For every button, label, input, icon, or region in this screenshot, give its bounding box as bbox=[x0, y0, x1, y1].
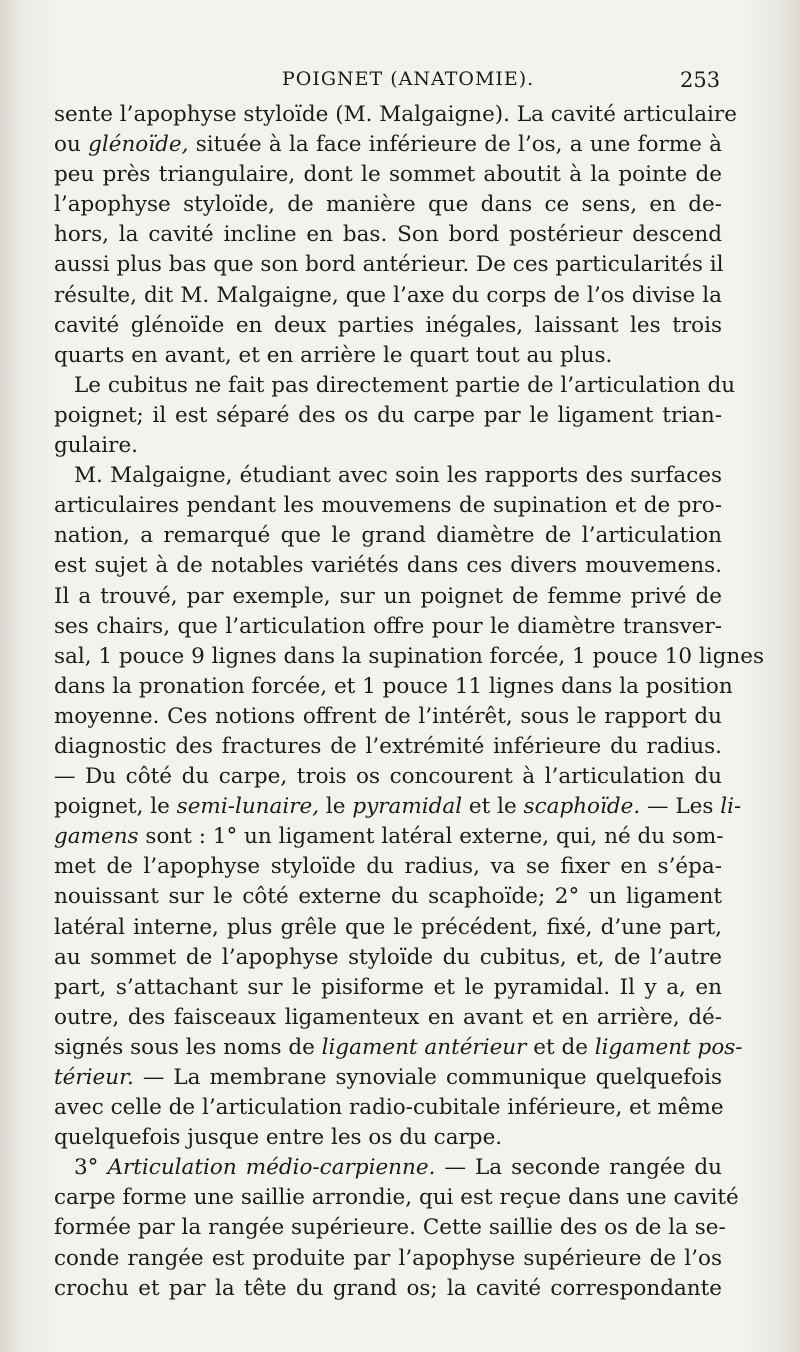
text-line bbox=[54, 762, 722, 792]
text-segment: le bbox=[319, 794, 353, 820]
text-segment: l’apophyse styloïde, de manière que dans ce sens, en de- bbox=[54, 192, 722, 218]
text-segment: diagnostic des fractures de l’extrémité inférieure du radius. bbox=[54, 733, 722, 759]
text-line bbox=[54, 822, 722, 852]
text-line bbox=[54, 642, 764, 672]
text-segment: — La seconde rangée du bbox=[435, 1155, 722, 1181]
italic-text: li- bbox=[720, 794, 742, 820]
text-segment: est sujet à de notables variétés dans ces divers mouvemens. bbox=[54, 553, 722, 579]
page-header bbox=[0, 68, 800, 98]
text-line bbox=[54, 943, 722, 973]
text-segment: gulaire. bbox=[54, 433, 139, 459]
text-segment: — Du côté du carpe, trois os concourent à l’articulation du bbox=[54, 764, 722, 790]
body-text bbox=[54, 100, 764, 1304]
text-line bbox=[54, 521, 722, 551]
text-segment: nouissant sur le côté externe du scaphoïde; 2° un ligament bbox=[54, 884, 722, 910]
text-line bbox=[54, 491, 722, 521]
text-segment: située à la face inférieure de l’os, a une forme à bbox=[188, 132, 722, 158]
text-segment: peu près triangulaire, dont le sommet aboutit à la pointe de bbox=[54, 162, 722, 188]
text-line bbox=[54, 100, 737, 130]
text-segment: sente l’apophyse styloïde (M. Malgaigne). La cavité articulaire bbox=[54, 102, 737, 127]
text-line bbox=[54, 130, 722, 160]
text-segment: 3° bbox=[74, 1155, 108, 1181]
text-line bbox=[54, 732, 722, 762]
text-segment: latéral interne, plus grêle que le précédent, fixé, d’une part, bbox=[54, 914, 722, 940]
text-segment: Il a trouvé, par exemple, sur un poignet de femme privé de bbox=[54, 583, 722, 609]
text-line bbox=[54, 431, 722, 461]
text-segment: carpe forme une saillie arrondie, qui est reçue dans une cavité bbox=[54, 1185, 739, 1211]
text-segment: sont : 1° un ligament latéral externe, qui, né du som- bbox=[138, 824, 724, 850]
page-number: 253 bbox=[680, 68, 721, 92]
text-segment: et le bbox=[462, 794, 524, 820]
text-segment: avec celle de l’articulation radio-cubitale inférieure, et même bbox=[54, 1095, 724, 1121]
text-line bbox=[54, 371, 736, 401]
text-segment: au sommet de l’apophyse styloïde du cubitus, et, de l’autre bbox=[54, 944, 722, 970]
italic-text: pyramidal bbox=[352, 794, 463, 820]
italic-text: ligament pos- bbox=[594, 1034, 743, 1060]
text-segment: articulaires pendant les mouvemens de supination et de pro- bbox=[54, 493, 722, 519]
text-segment: poignet; il est séparé des os du carpe par le ligament trian- bbox=[54, 402, 722, 428]
italic-text: gamens bbox=[54, 824, 139, 850]
text-line bbox=[54, 461, 722, 491]
text-line bbox=[54, 1033, 743, 1063]
text-line bbox=[54, 311, 722, 341]
text-line bbox=[54, 973, 722, 1003]
text-segment: hors, la cavité incline en bas. Son bord postérieur descend bbox=[54, 222, 722, 248]
text-segment: formée par la rangée supérieure. Cette saillie des os de la se- bbox=[54, 1215, 726, 1241]
text-line bbox=[54, 220, 722, 250]
italic-text: semi-lunaire, bbox=[176, 794, 320, 820]
text-line bbox=[54, 1274, 722, 1304]
text-segment: sal, 1 pouce 9 lignes dans la supination forcée, 1 pouce 10 lignes bbox=[54, 643, 764, 669]
text-line bbox=[54, 341, 722, 371]
text-segment: — La membrane synoviale communique quelquefois bbox=[133, 1065, 722, 1090]
italic-text: glénoïde, bbox=[88, 132, 189, 158]
text-segment: met de l’apophyse styloïde du radius, va se fixer en s’épa- bbox=[54, 854, 722, 880]
text-line bbox=[54, 702, 722, 732]
text-segment: Le cubitus ne fait pas directement partie de l’articulation du bbox=[74, 372, 736, 398]
text-line bbox=[54, 1153, 722, 1183]
italic-text: térieur. bbox=[54, 1065, 134, 1090]
text-segment: M. Malgaigne, étudiant avec soin les rapports des surfaces bbox=[74, 463, 722, 489]
text-line bbox=[54, 913, 722, 943]
text-segment: ou bbox=[54, 132, 89, 158]
text-segment: crochu et par la tête du grand os; la cavité correspondante bbox=[54, 1275, 722, 1301]
text-line bbox=[54, 190, 722, 220]
text-line bbox=[54, 882, 722, 912]
text-segment: aussi plus bas que son bord antérieur. De ces particularités il bbox=[54, 252, 724, 278]
text-segment: — Les bbox=[640, 794, 721, 820]
text-segment: quarts en avant, et en arrière le quart tout au plus. bbox=[54, 342, 613, 368]
italic-text: ligament antérieur bbox=[321, 1034, 527, 1060]
text-line bbox=[54, 551, 722, 581]
text-line bbox=[54, 281, 722, 311]
text-segment: ses chairs, que l’articulation offre pour le diamètre transver- bbox=[54, 613, 722, 639]
text-segment: signés sous les noms de bbox=[54, 1034, 322, 1060]
text-segment: part, s’attachant sur le pisiforme et le pyramidal. Il y a, en bbox=[54, 974, 722, 1000]
text-line bbox=[54, 1183, 739, 1213]
text-segment: moyenne. Ces notions offrent de l’intérêt, sous le rapport du bbox=[54, 703, 722, 729]
text-line bbox=[54, 250, 722, 280]
text-line bbox=[54, 852, 722, 882]
text-line bbox=[54, 612, 722, 642]
text-segment: nation, a remarqué que le grand diamètre de l’articulation bbox=[54, 523, 722, 549]
text-segment: dans la pronation forcée, et 1 pouce 11 lignes dans la position bbox=[54, 673, 733, 699]
text-segment: résulte, dit M. Malgaigne, que l’axe du corps de l’os divise la bbox=[54, 282, 722, 308]
text-line bbox=[54, 1213, 726, 1243]
text-line bbox=[54, 1244, 722, 1274]
text-segment: conde rangée est produite par l’apophyse supérieure de l’os bbox=[54, 1245, 722, 1271]
running-head: POIGNET (ANATOMIE). bbox=[282, 68, 535, 90]
text-line bbox=[54, 1123, 722, 1153]
text-line bbox=[54, 160, 722, 190]
text-line bbox=[54, 401, 722, 431]
italic-text: Articulation médio-carpienne. bbox=[107, 1155, 436, 1181]
text-line bbox=[54, 1093, 722, 1123]
text-line bbox=[54, 792, 742, 822]
text-segment: cavité glénoïde en deux parties inégales, laissant les trois bbox=[54, 312, 722, 338]
text-segment: et de bbox=[526, 1034, 595, 1060]
text-line bbox=[54, 1063, 722, 1093]
text-segment: outre, des faisceaux ligamenteux en avant et en arrière, dé- bbox=[54, 1004, 722, 1030]
text-line bbox=[54, 1003, 722, 1033]
text-line bbox=[54, 672, 733, 702]
italic-text: scaphoïde. bbox=[523, 794, 641, 820]
text-segment: quelquefois jusque entre les os du carpe. bbox=[54, 1125, 503, 1151]
text-segment: poignet, le bbox=[54, 794, 177, 820]
text-line bbox=[54, 582, 722, 612]
